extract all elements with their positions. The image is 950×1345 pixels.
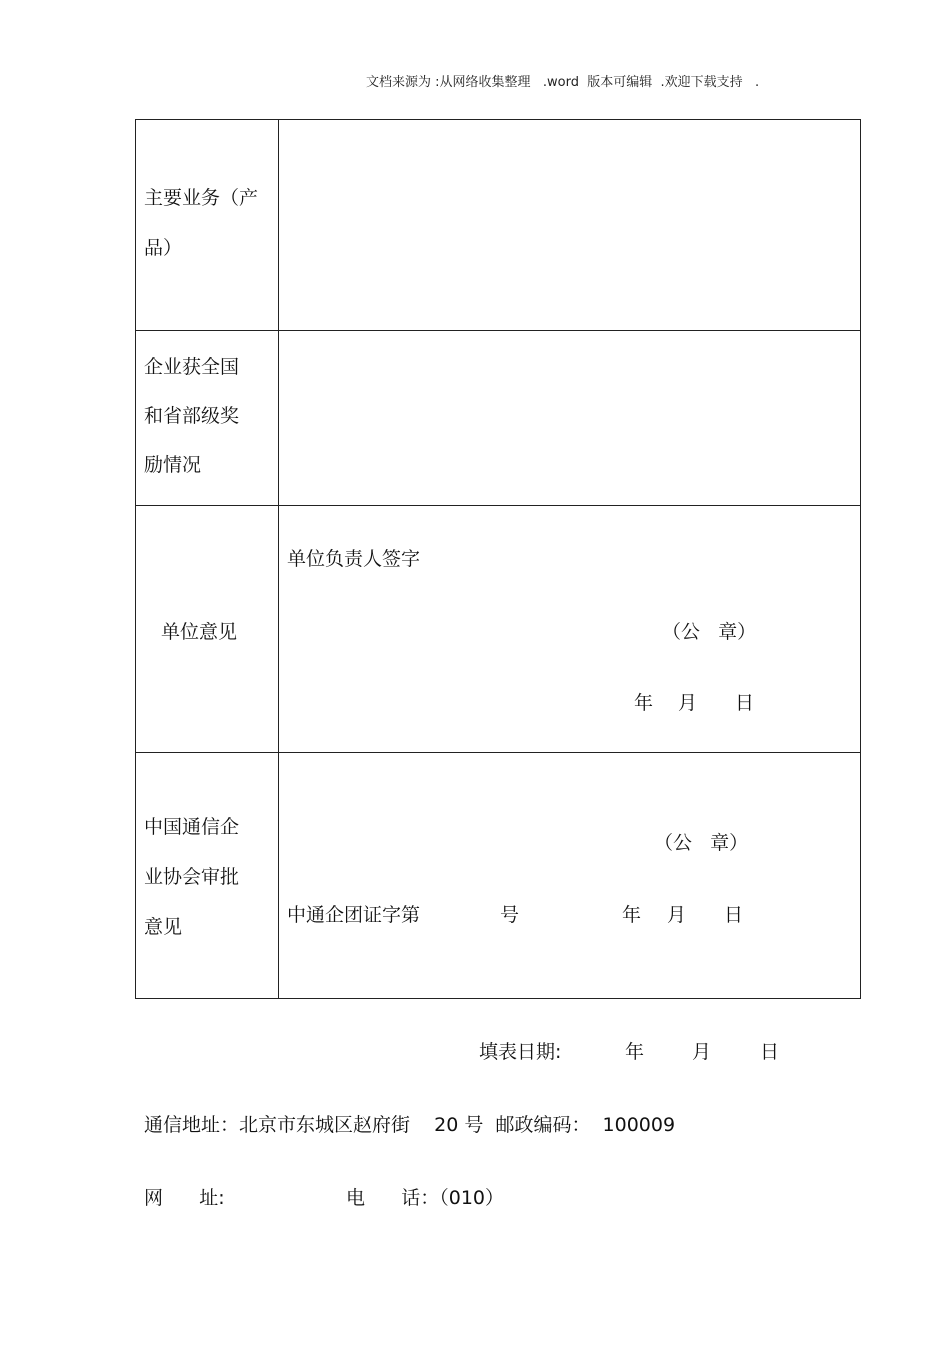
- approval-label-line2: 业协会审批: [144, 866, 240, 888]
- approval-seal: （公 章）: [654, 832, 749, 854]
- row-divider: [136, 330, 860, 331]
- address-line: 通信地址：北京市东城区赵府街 20 号 邮政编码： 100009: [144, 1114, 676, 1136]
- signature-label: 单位负责人签字: [287, 548, 421, 570]
- business-label-line1: 主要业务（产: [144, 187, 259, 209]
- approval-label-line1: 中国通信企: [144, 816, 240, 838]
- fill-date-year: 年: [625, 1041, 645, 1063]
- awards-input-cell[interactable]: [280, 333, 858, 503]
- fill-date-label: 填表日期:: [479, 1041, 562, 1063]
- opinion-seal: （公 章）: [662, 621, 757, 643]
- column-divider: [278, 120, 279, 998]
- awards-label-line1: 企业获全国: [144, 356, 240, 378]
- awards-label-line3: 励情况: [144, 454, 202, 476]
- approval-year: 年: [622, 904, 642, 926]
- approval-day: 日: [724, 904, 744, 926]
- fill-date-day: 日: [760, 1041, 780, 1063]
- certificate-number-label: 号: [500, 904, 520, 926]
- phone-label: 电 话：（010）: [346, 1187, 505, 1209]
- opinion-day: 日: [735, 692, 755, 714]
- business-label-line2: 品）: [144, 237, 183, 259]
- opinion-year: 年: [634, 692, 654, 714]
- awards-label-line2: 和省部级奖: [144, 405, 240, 427]
- certificate-prefix: 中通企团证字第: [287, 904, 421, 926]
- row-divider: [136, 505, 860, 506]
- opinion-month: 月: [678, 692, 698, 714]
- fill-date-month: 月: [692, 1041, 712, 1063]
- website-label: 网 址:: [144, 1187, 225, 1209]
- approval-month: 月: [667, 904, 687, 926]
- source-note: 文档来源为 :从网络收集整理 .word 版本可编辑 .欢迎下载支持 .: [366, 75, 760, 90]
- row-divider: [136, 752, 860, 753]
- business-input-cell[interactable]: [280, 122, 858, 328]
- opinion-label: 单位意见: [161, 621, 238, 643]
- approval-label-line3: 意见: [144, 916, 183, 938]
